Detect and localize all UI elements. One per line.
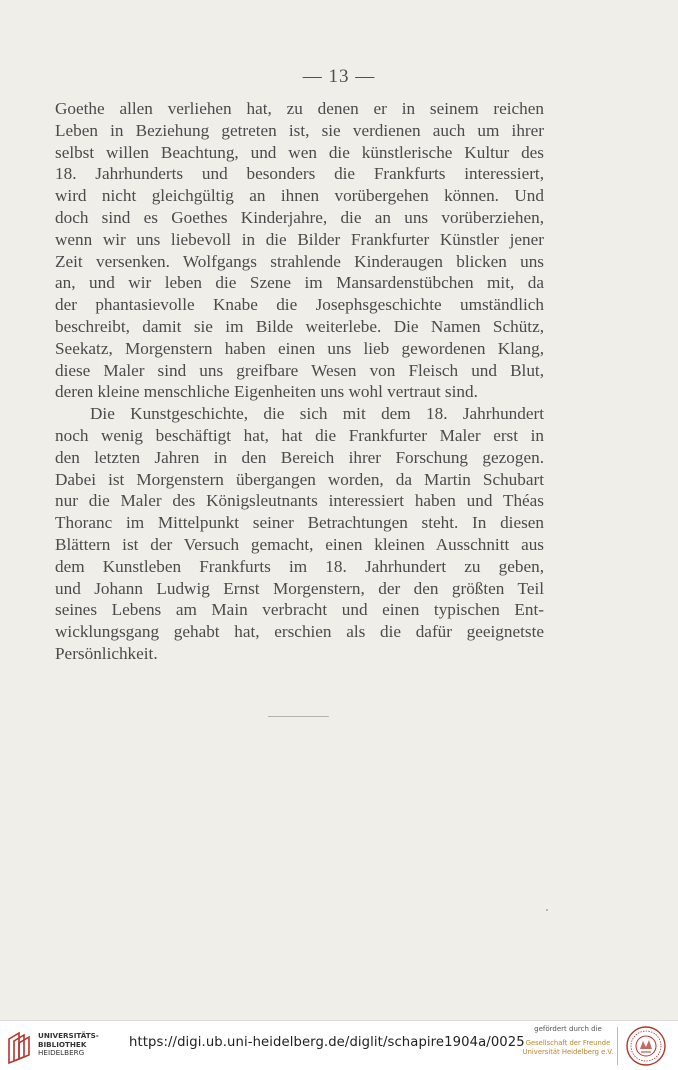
library-logo-icon[interactable] [6, 1029, 34, 1065]
text-line: nur die Maler des Königsleutnants interessiert haben und Théas [55, 491, 544, 511]
text-line: diese Maler sind uns greifbare Wesen von Fleisch und Blut, [55, 360, 544, 380]
text-line: Dabei ist Morgenstern übergangen worden, da Martin Schubart [55, 469, 544, 489]
text-line: der phantasievolle Knabe die Josephsgeschichte umständlich [55, 295, 544, 315]
funder-credit[interactable] [518, 1025, 618, 1056]
page-number: — 13 — [302, 66, 376, 87]
text-line: beschreibt, damit sie im Bilde weiterlebe. Die Namen Schütz, [55, 316, 544, 336]
body-text [55, 98, 544, 665]
library-name-line: HEIDELBERG [38, 1048, 85, 1058]
library-name-line: UNIVERSITÄTS- [38, 1031, 99, 1040]
funder-name-line: Universität Heidelberg e.V. [522, 1047, 614, 1056]
text-line: doch sind es Goethes Kinderjahre, die an uns vorüberziehen, [55, 207, 544, 227]
viewer-footer [0, 1020, 678, 1070]
text-line: Die Kunstgeschichte, die sich mit dem 18. Jahrhundert [90, 404, 544, 424]
text-line: Zeit versenken. Wolfgangs strahlende Kinderaugen blicken uns [55, 251, 544, 271]
text-line: Seekatz, Morgenstern haben einen uns lieb gewordenen Klang, [55, 338, 544, 358]
text-line: Leben in Beziehung getreten ist, sie verdienen auch um ihrer [55, 120, 544, 140]
text-line: und Johann Ludwig Ernst Morgenstern, der den größten Teil [55, 578, 544, 598]
paper-speck [546, 909, 548, 911]
text-line: wird nicht gleichgültig an ihnen vorübergehen können. Und [55, 186, 544, 206]
funded-by-label: gefördert durch die [534, 1025, 602, 1033]
text-line: Thoranc im Mittelpunkt seiner Betrachtungen steht. In diesen [55, 513, 544, 533]
text-line: selbst willen Beachtung, und wen die künstlerische Kultur des [55, 142, 544, 162]
text-line: dem Kunstleben Frankfurts im 18. Jahrhundert zu geben, [55, 556, 544, 576]
library-name-line: BIBLIOTHEK [38, 1039, 87, 1049]
text-line: Goethe allen verliehen hat, zu denen er in seinem reichen [55, 99, 544, 118]
permalink-url[interactable]: https://digi.ub.uni-heidelberg.de/diglit/schapire1904a/0025 [129, 1035, 525, 1050]
funder-name-line: Gesellschaft der Freunde [525, 1039, 611, 1047]
text-line: 18. Jahrhunderts und besonders die Frankfurts interessiert, [55, 164, 544, 184]
section-divider [268, 716, 329, 717]
library-name[interactable] [38, 1032, 99, 1058]
text-line: Blättern ist der Versuch gemacht, einen kleinen Ausschnitt aus [55, 534, 544, 554]
university-seal-icon [624, 1025, 668, 1067]
footer-divider [617, 1027, 618, 1065]
text-line: wenn wir uns liebevoll in die Bilder Frankfurter Künstler jener [55, 229, 544, 249]
text-line: wicklungsgang gehabt hat, erschien als die dafür geeignetste [55, 622, 544, 642]
text-line: seines Lebens am Main verbracht und einen typischen Ent- [55, 600, 544, 620]
text-line: deren kleine menschliche Eigenheiten uns wohl vertraut sind. [55, 382, 478, 402]
text-line: noch wenig beschäftigt hat, hat die Frankfurter Maler erst in [55, 425, 544, 445]
text-line: den letzten Jahren in den Bereich ihrer Forschung gezogen. [55, 447, 544, 467]
text-line: Persönlichkeit. [55, 643, 158, 663]
text-line: an, und wir leben die Szene im Mansardenstübchen mit, da [55, 273, 544, 293]
